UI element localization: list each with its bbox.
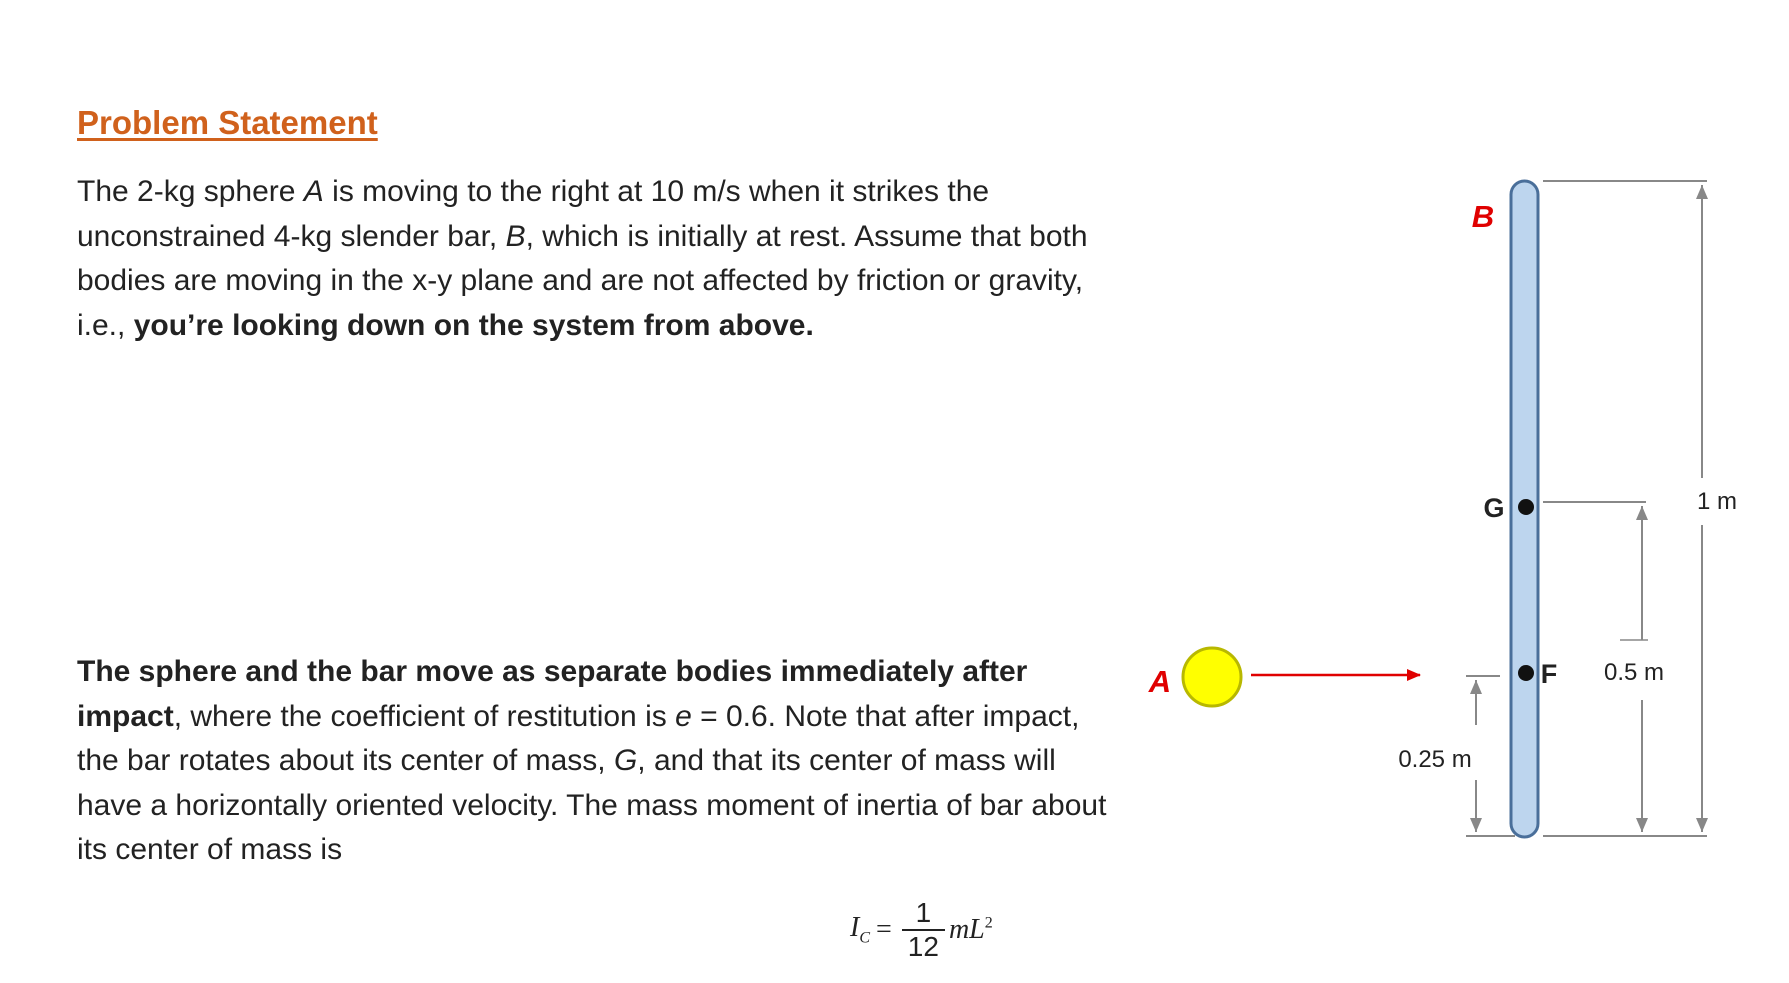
point-g-dot bbox=[1518, 499, 1534, 515]
bar-symbol: B bbox=[505, 219, 526, 253]
text-run: , and that its center of mass will have a horizontally oriented velocity. The mass moment of inertia of bar about its center of mass is bbox=[77, 744, 1107, 867]
dim-1m-down-arrowhead bbox=[1696, 818, 1708, 832]
text-run: The 2-kg sphere bbox=[77, 175, 304, 208]
formula-numerator: 1 bbox=[915, 897, 932, 928]
text-run: , which is initially at rest. Assume that both bodies are moving in the x-y plane and are not affected by friction or gravity, i.e., bbox=[77, 219, 1088, 342]
emphasis-text: The sphere and the bar move as separate bodies immediately after impact bbox=[77, 655, 1028, 733]
text-run: , where the coefficient of restitution is bbox=[173, 699, 676, 733]
sphere-a bbox=[1183, 648, 1241, 706]
dim-05m-label: 0.5 m bbox=[1603, 659, 1665, 686]
dim-025m-label: 0.25 m bbox=[1398, 746, 1472, 773]
emphasis-text: you’re looking down on the system from above. bbox=[133, 308, 814, 342]
text-run: is moving to the right at 10 m/s when it strikes the unconstrained 4-kg slender bar, bbox=[77, 175, 990, 253]
dim-025m-down-arrowhead bbox=[1470, 818, 1482, 832]
dim-025m-up-arrowhead bbox=[1470, 680, 1482, 694]
text-run: = 0.6. Note that after impact, the bar rotates about its center of mass, bbox=[77, 699, 1080, 778]
point-label-g: G bbox=[1483, 493, 1505, 523]
formula-lhs: $I_C$ bbox=[850, 912, 870, 947]
sphere-label-a: A bbox=[1148, 664, 1172, 699]
formula-equals: = bbox=[876, 914, 892, 945]
formula-denominator: 12 bbox=[902, 929, 945, 963]
bar-label-b: B bbox=[1471, 199, 1495, 234]
dim-05m-up-arrowhead bbox=[1636, 506, 1648, 520]
point-f-dot bbox=[1518, 665, 1534, 681]
formula-rhs: $mL^2$ bbox=[948, 914, 993, 945]
dim-1m-up-arrowhead bbox=[1696, 185, 1708, 199]
dim-1m-label: 1 m bbox=[1696, 488, 1738, 515]
restitution-symbol: e bbox=[675, 699, 692, 733]
center-of-mass-symbol: G bbox=[613, 744, 638, 778]
sphere-symbol: A bbox=[303, 175, 324, 208]
dim-05m-down-arrowhead bbox=[1636, 818, 1648, 832]
point-label-f: F bbox=[1540, 659, 1558, 689]
problem-statement-heading: Problem Statement bbox=[77, 104, 378, 141]
